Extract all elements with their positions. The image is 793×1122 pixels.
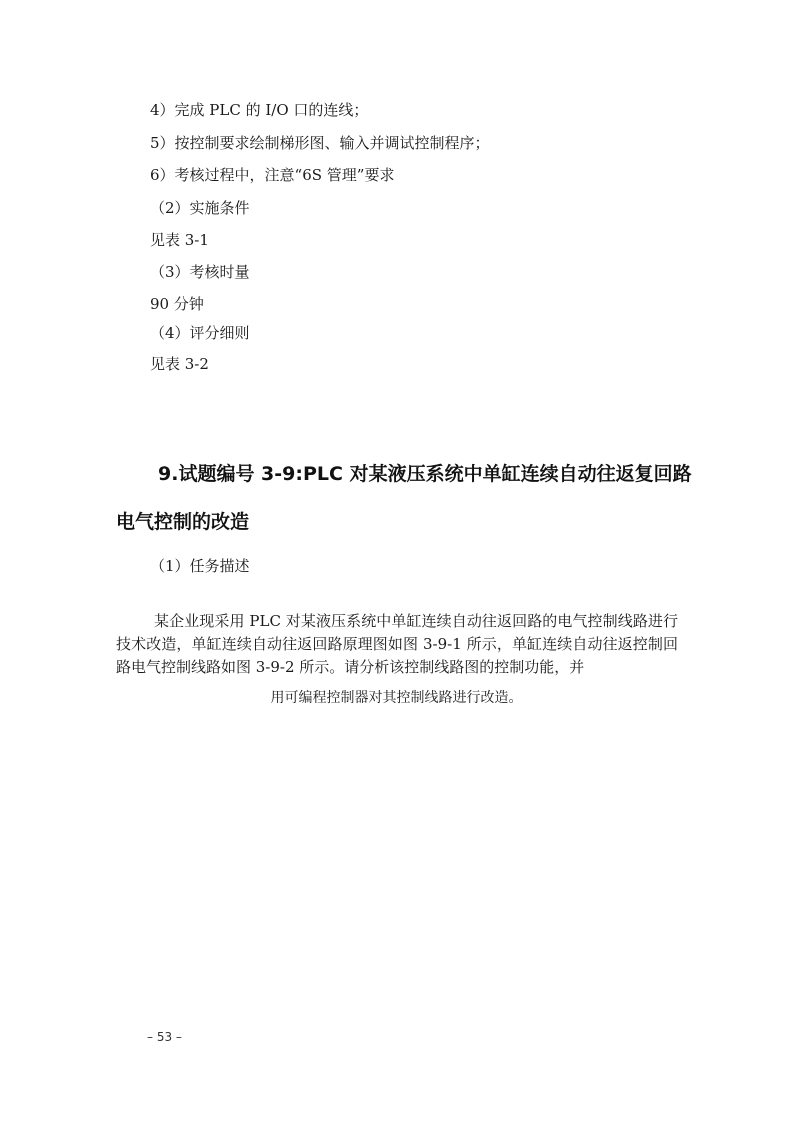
list-item-5: 5）按控制要求绘制梯形图、输入并调试控制程序； <box>150 134 490 152</box>
list-item-6: 6）考核过程中，注意“6S 管理”要求 <box>150 166 395 184</box>
section-duration-label: （3）考核时量 <box>150 263 250 281</box>
conditions-value: 见表 3-1 <box>150 231 209 249</box>
question-heading-line2: 电气控制的改造 <box>116 511 250 533</box>
task-description-paragraph: 某企业现采用 PLC 对某液压系统中单缸连续自动往返回路的电气控制线路进行技术改造，单缸连续自动往返回路原理图如图 3-9-1 所示，单缸连续自动往返控制回路电气控制线路如图 3-9-2 所示。请分析该控制线路图的控制功能，并 <box>116 612 678 676</box>
page-number: – 53 – <box>147 1030 182 1044</box>
question-heading-line1: 9.试题编号 3-9:PLC 对某液压系统中单缸连续自动往返复回路 <box>158 463 692 485</box>
scoring-value: 见表 3-2 <box>150 355 209 373</box>
task-description-end: 用可编程控制器对其控制线路进行改造。 <box>270 690 523 706</box>
task-description-label: （1）任务描述 <box>150 557 250 575</box>
section-scoring-label: （4）评分细则 <box>150 324 250 342</box>
duration-value: 90 分钟 <box>150 295 204 313</box>
list-item-4: 4）完成 PLC 的 I/O 口的连线； <box>150 101 369 119</box>
section-conditions-label: （2）实施条件 <box>150 199 250 217</box>
